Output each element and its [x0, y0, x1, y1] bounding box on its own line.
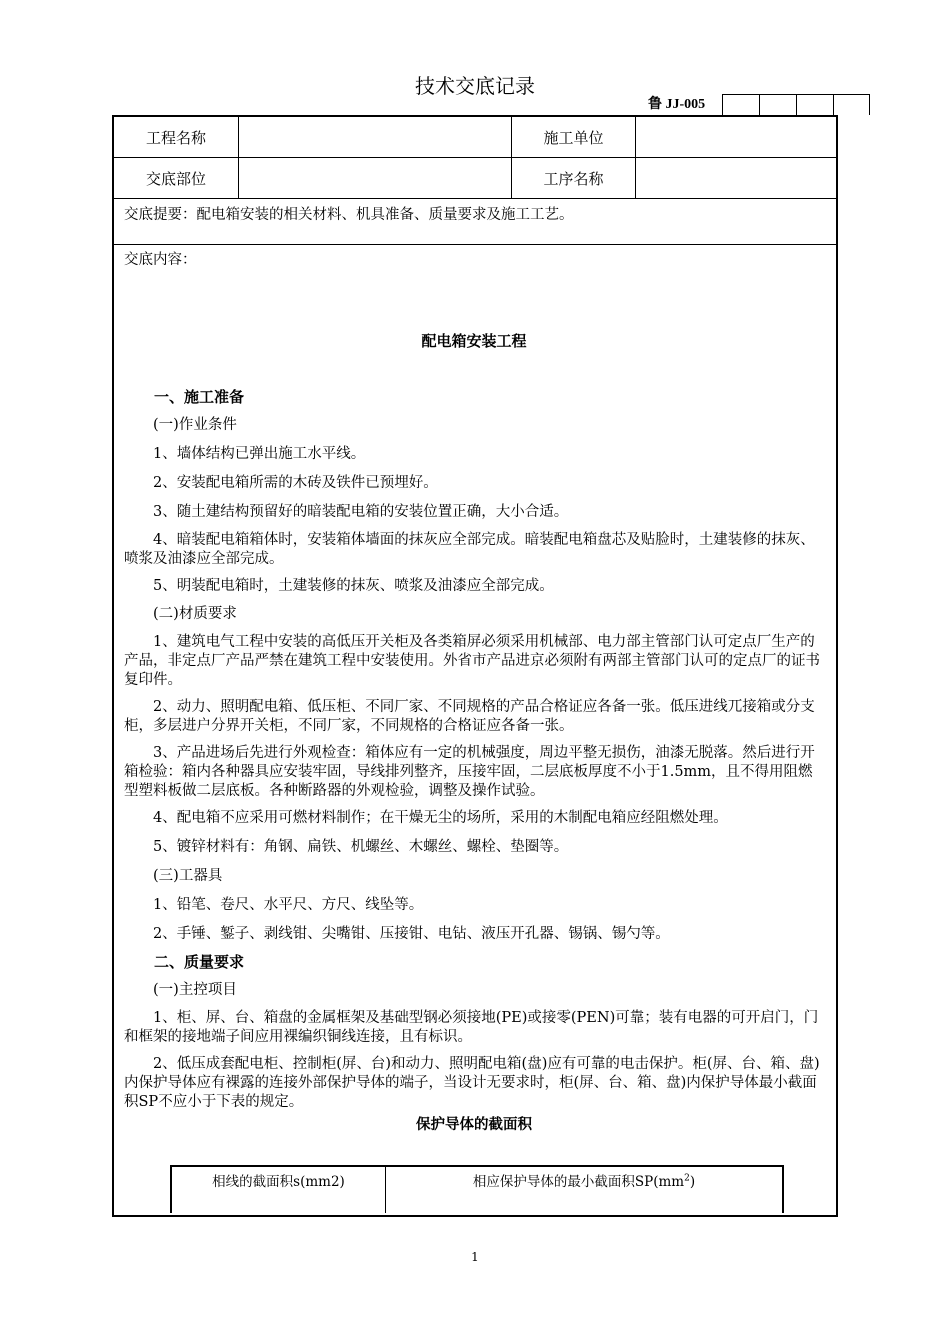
construction-unit-label: 施工单位 — [511, 117, 635, 157]
code-box-2 — [759, 94, 796, 115]
project-name-label: 工程名称 — [145, 128, 206, 147]
project-name-value — [238, 117, 511, 157]
list-item: 1、柜、屏、台、箱盘的金属框架及基础型钢必须接地(PE)或接零(PEN)可靠；装有电器的可开启门，门和框架的接地端子间应用裸编织铜线连接，且有标识。 — [124, 1010, 819, 1045]
list-item: 2、低压成套配电柜、控制柜(屏、台)和动力、照明配电箱(盘)应有可靠的电击保护。柜(屏、台、箱、盘)内保护导体应有裸露的连接外部保护导体的端子，当设计无要求时，柜(屏、台、箱、盘)内保护导体最小截面积SP不应小于下表的规定。 — [124, 1056, 820, 1110]
list-item: 4、暗装配电箱箱体时，安装箱体墙面的抹灰应全部完成。暗装配电箱盘芯及贴脸时，土建装修的抹灰、喷浆及油漆应全部完成。 — [124, 532, 815, 567]
s2-title: 二、质量要求 — [154, 953, 245, 971]
s1-sub1: (一)作业条件 — [153, 417, 237, 433]
s1-title: 一、施工准备 — [154, 388, 245, 406]
process-name-label: 工序名称 — [511, 158, 635, 198]
header-row-1 — [114, 117, 836, 158]
list-item: 5、镀锌材料有：角钢、扁铁、机螺丝、木螺丝、螺栓、垫圈等。 — [153, 839, 569, 855]
list-item: 2、手锤、錾子、剥线钳、尖嘴钳、压接钳、电钻、液压开孔器、锡锅、锡勺等。 — [153, 926, 670, 942]
disclosure-part-value — [238, 158, 511, 198]
disclosure-summary: 交底提要：配电箱安装的相关材料、机具准备、质量要求及施工工艺。 — [124, 207, 574, 223]
list-item: 1、墙体结构已弹出施工水平线。 — [153, 446, 366, 462]
list-item: 1、铅笔、卷尺、水平尺、方尺、线坠等。 — [153, 897, 424, 913]
summary-row — [114, 199, 836, 245]
disclosure-part-label: 交底部位 — [145, 169, 206, 188]
form-code-row — [648, 94, 870, 115]
process-name-value — [635, 158, 836, 198]
construction-unit-value — [635, 117, 836, 157]
page-number: 1 — [471, 1250, 479, 1264]
table-header-protective-text: 相应保护导体的最小截面积SP(mm — [472, 1174, 685, 1190]
protective-conductor-table — [170, 1165, 784, 1213]
form-code: 鲁 JJ-005 — [648, 97, 706, 112]
table-header-sup: 2 — [684, 1173, 690, 1184]
table-caption: 保护导体的截面积 — [416, 1117, 532, 1133]
list-item: 4、配电箱不应采用可燃材料制作；在干燥无尘的场所，采用的木制配电箱应经阻燃处理。 — [153, 810, 728, 826]
table-header-close: ) — [689, 1174, 696, 1190]
table-header-protective — [385, 1167, 782, 1213]
list-item: 3、产品进场后先进行外观检查：箱体应有一定的机械强度，周边平整无损伤，油漆无脱落。然后进行开箱检验：箱内各种器具应安装牢固，导线排列整齐，压接牢固，二层底板厚度不小于1.5mm，且不得用阻燃型塑料板做二层底板。各种断路器的外观检验，调整及操作试验。 — [124, 745, 815, 799]
code-box-3 — [796, 94, 833, 115]
content-body — [124, 332, 824, 1135]
s2-sub1: (一)主控项目 — [153, 982, 237, 998]
list-item: 5、明装配电箱时，土建装修的抹灰、喷浆及油漆应全部完成。 — [153, 578, 554, 594]
s1-sub3: (三)工器具 — [153, 868, 223, 884]
list-item: 2、安装配电箱所需的木砖及铁件已预埋好。 — [153, 475, 438, 491]
document-title: 技术交底记录 — [415, 74, 535, 98]
code-box-1 — [722, 94, 759, 115]
code-box-4 — [833, 94, 870, 115]
section-title: 配电箱安装工程 — [421, 332, 527, 350]
list-item: 3、随土建结构预留好的暗装配电箱的安装位置正确，大小合适。 — [153, 504, 569, 520]
list-item: 1、建筑电气工程中安装的高低压开关柜及各类箱屏必须采用机械部、电力部主管部门认可定点厂生产的产品，非定点厂产品严禁在建筑工程中安装使用。外省市产品进京必须附有两部主管部门认可的定点厂的证书复印件。 — [124, 634, 820, 688]
content-label: 交底内容： — [124, 252, 197, 268]
s1-sub2: (二)材质要求 — [153, 606, 237, 622]
header-row-2 — [114, 158, 836, 199]
table-header-phase: 相线的截面积s(mm2) — [212, 1174, 345, 1190]
record-form — [112, 115, 838, 1217]
list-item: 2、动力、照明配电箱、低压柜、不同厂家、不同规格的产品合格证应各备一张。低压进线兀接箱或分支柜，多层进户分界开关柜，不同厂家，不同规格的合格证应各备一张。 — [124, 699, 815, 734]
